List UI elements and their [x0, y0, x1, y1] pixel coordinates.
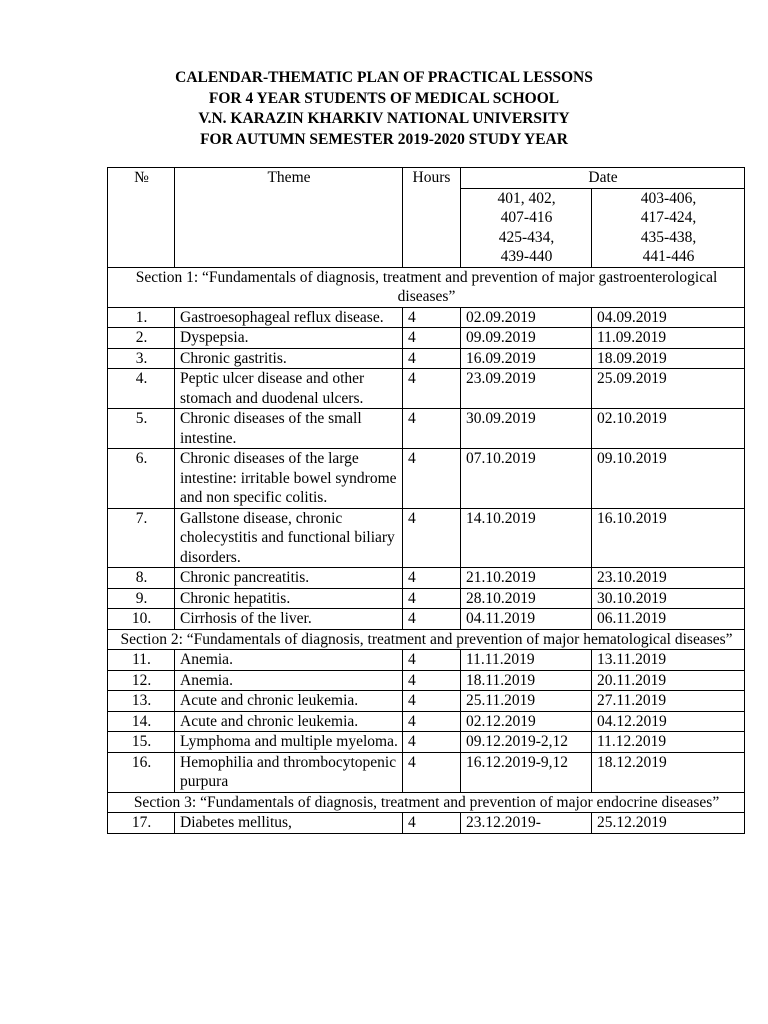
lesson-hours: 4	[403, 691, 461, 712]
lesson-date-group-b: 27.11.2019	[592, 691, 745, 712]
lesson-date-group-b: 13.11.2019	[592, 650, 745, 671]
lesson-date-group-a: 04.11.2019	[461, 609, 592, 630]
lesson-theme: Acute and chronic leukemia.	[175, 691, 403, 712]
lesson-hours: 4	[403, 568, 461, 589]
section-heading: Section 1: “Fundamentals of diagnosis, treatment and prevention of major gastroenterological diseases”	[108, 267, 745, 307]
table-row	[108, 508, 745, 568]
lesson-date-group-b: 04.09.2019	[592, 307, 745, 328]
lesson-number: 4.	[108, 369, 175, 409]
lesson-date-group-b: 11.09.2019	[592, 328, 745, 349]
lesson-theme: Lymphoma and multiple myeloma.	[175, 732, 403, 753]
lesson-date-group-b: 25.12.2019	[592, 813, 745, 834]
table-row	[108, 609, 745, 630]
lesson-date-group-a: 18.11.2019	[461, 670, 592, 691]
lesson-hours: 4	[403, 409, 461, 449]
lesson-theme: Gastroesophageal reflux disease.	[175, 307, 403, 328]
title-line: CALENDAR-THEMATIC PLAN OF PRACTICAL LESSONS	[175, 69, 593, 86]
lesson-number: 9.	[108, 588, 175, 609]
section-heading: Section 3: “Fundamentals of diagnosis, treatment and prevention of major endocrine diseases”	[108, 792, 745, 813]
lesson-hours: 4	[403, 588, 461, 609]
lesson-theme: Chronic diseases of the small intestine.	[175, 409, 403, 449]
lesson-hours: 4	[403, 508, 461, 568]
table-row	[108, 650, 745, 671]
lesson-theme: Cirrhosis of the liver.	[175, 609, 403, 630]
lesson-date-group-a: 14.10.2019	[461, 508, 592, 568]
table-row	[108, 568, 745, 589]
lesson-theme: Chronic hepatitis.	[175, 588, 403, 609]
lesson-theme: Diabetes mellitus,	[175, 813, 403, 834]
table-row	[108, 670, 745, 691]
lesson-date-group-b: 25.09.2019	[592, 369, 745, 409]
lesson-date-group-a: 25.11.2019	[461, 691, 592, 712]
table-row	[108, 348, 745, 369]
lesson-date-group-a: 09.12.2019-2,12	[461, 732, 592, 753]
group-b-line: 441-446	[642, 248, 695, 265]
lesson-date-group-b: 11.12.2019	[592, 732, 745, 753]
lesson-hours: 4	[403, 670, 461, 691]
table-row	[108, 732, 745, 753]
lesson-hours: 4	[403, 650, 461, 671]
lesson-date-group-a: 02.09.2019	[461, 307, 592, 328]
header-group-b	[592, 188, 745, 267]
lesson-theme: Gallstone disease, chronic cholecystitis and functional biliary disorders.	[175, 508, 403, 568]
lesson-number: 12.	[108, 670, 175, 691]
lesson-date-group-a: 07.10.2019	[461, 449, 592, 509]
lesson-hours: 4	[403, 732, 461, 753]
lesson-theme: Dyspepsia.	[175, 328, 403, 349]
table-row	[108, 307, 745, 328]
lesson-date-group-a: 16.09.2019	[461, 348, 592, 369]
table-row	[108, 409, 745, 449]
lesson-hours: 4	[403, 369, 461, 409]
table-row	[108, 752, 745, 792]
group-b-line: 435-438,	[640, 228, 697, 246]
group-b-line: 417-424,	[640, 209, 697, 226]
lesson-date-group-b: 23.10.2019	[592, 568, 745, 589]
lesson-hours: 4	[403, 813, 461, 834]
table-body	[108, 267, 745, 833]
lessons-table	[107, 167, 745, 834]
lesson-theme: Acute and chronic leukemia.	[175, 711, 403, 732]
header-theme: Theme	[175, 168, 403, 268]
lesson-date-group-a: 16.12.2019-9,12	[461, 752, 592, 792]
section-row	[108, 629, 745, 650]
lesson-theme: Anemia.	[175, 670, 403, 691]
header-date: Date	[461, 168, 745, 189]
lesson-hours: 4	[403, 348, 461, 369]
table-row	[108, 449, 745, 509]
lesson-hours: 4	[403, 752, 461, 792]
group-b-line: 403-406,	[640, 189, 697, 207]
lesson-number: 10.	[108, 609, 175, 630]
title-line: FOR 4 YEAR STUDENTS OF MEDICAL SCHOOL	[208, 89, 560, 107]
lesson-number: 13.	[108, 691, 175, 712]
title-line: FOR AUTUMN SEMESTER 2019-2020 STUDY YEAR	[200, 130, 568, 148]
lesson-date-group-b: 09.10.2019	[592, 449, 745, 509]
lesson-date-group-a: 28.10.2019	[461, 588, 592, 609]
lesson-number: 7.	[108, 508, 175, 568]
document-title	[0, 68, 768, 150]
lesson-theme: Chronic diseases of the large intestine: irritable bowel syndrome and non specific colitis.	[175, 449, 403, 509]
lesson-number: 11.	[108, 650, 175, 671]
title-line: V.N. KARAZIN KHARKIV NATIONAL UNIVERSITY	[198, 110, 570, 127]
table-row	[108, 369, 745, 409]
header-hours: Hours	[403, 168, 461, 268]
group-a-line: 439-440	[500, 248, 553, 265]
group-a-line: 401, 402,	[497, 189, 556, 207]
lesson-date-group-b: 02.10.2019	[592, 409, 745, 449]
section-heading: Section 2: “Fundamentals of diagnosis, treatment and prevention of major hematological diseases”	[108, 629, 745, 650]
lesson-date-group-b: 18.12.2019	[592, 752, 745, 792]
lesson-number: 8.	[108, 568, 175, 589]
lesson-date-group-a: 23.12.2019-	[461, 813, 592, 834]
lesson-theme: Anemia.	[175, 650, 403, 671]
lesson-number: 3.	[108, 348, 175, 369]
lesson-hours: 4	[403, 609, 461, 630]
header-number: №	[108, 168, 175, 268]
table-header	[108, 168, 745, 268]
lesson-number: 14.	[108, 711, 175, 732]
table-row	[108, 813, 745, 834]
lesson-number: 15.	[108, 732, 175, 753]
lesson-number: 1.	[108, 307, 175, 328]
lesson-date-group-a: 11.11.2019	[461, 650, 592, 671]
lesson-theme: Chronic pancreatitis.	[175, 568, 403, 589]
lesson-date-group-b: 30.10.2019	[592, 588, 745, 609]
lesson-date-group-b: 18.09.2019	[592, 348, 745, 369]
lesson-date-group-b: 04.12.2019	[592, 711, 745, 732]
lesson-number: 2.	[108, 328, 175, 349]
table-row	[108, 588, 745, 609]
lesson-theme: Chronic gastritis.	[175, 348, 403, 369]
lesson-date-group-b: 16.10.2019	[592, 508, 745, 568]
lesson-hours: 4	[403, 449, 461, 509]
lesson-number: 17.	[108, 813, 175, 834]
lesson-hours: 4	[403, 711, 461, 732]
lesson-date-group-a: 09.09.2019	[461, 328, 592, 349]
section-row	[108, 792, 745, 813]
header-group-a	[461, 188, 592, 267]
table-row	[108, 328, 745, 349]
lesson-theme: Peptic ulcer disease and other stomach and duodenal ulcers.	[175, 369, 403, 409]
lesson-hours: 4	[403, 328, 461, 349]
lesson-date-group-b: 06.11.2019	[592, 609, 745, 630]
lesson-number: 16.	[108, 752, 175, 792]
section-row	[108, 267, 745, 307]
group-a-line: 407-416	[500, 209, 553, 226]
lesson-number: 6.	[108, 449, 175, 509]
lesson-date-group-a: 21.10.2019	[461, 568, 592, 589]
group-a-line: 425-434,	[498, 228, 555, 246]
lesson-theme: Hemophilia and thrombocytopenic purpura	[175, 752, 403, 792]
lesson-number: 5.	[108, 409, 175, 449]
lesson-date-group-b: 20.11.2019	[592, 670, 745, 691]
lesson-date-group-a: 30.09.2019	[461, 409, 592, 449]
lesson-hours: 4	[403, 307, 461, 328]
lesson-date-group-a: 02.12.2019	[461, 711, 592, 732]
table-row	[108, 691, 745, 712]
lesson-date-group-a: 23.09.2019	[461, 369, 592, 409]
table-row	[108, 711, 745, 732]
